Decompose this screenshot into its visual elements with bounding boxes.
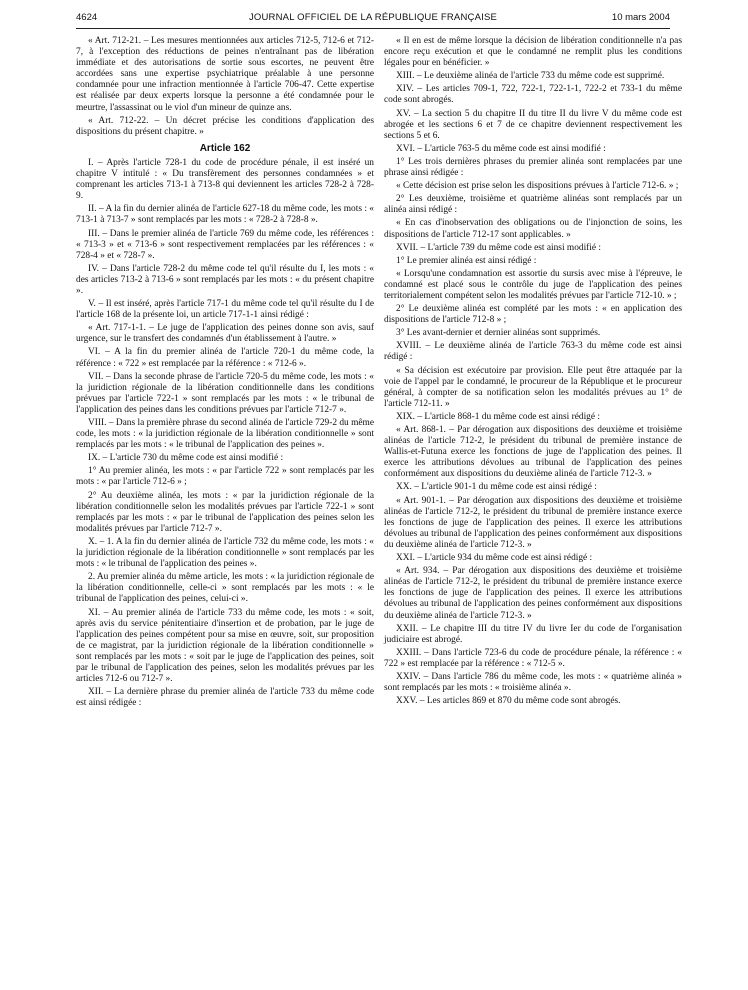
paragraph: « En cas d'inobservation des obligations ou de l'injonction de soins, les dispositions de l'article 712-17 sont applicables. » bbox=[384, 218, 682, 240]
paragraph: 2° Le deuxième alinéa est complété par les mots : « en application des dispositions de l'article 712-8 » ; bbox=[384, 304, 682, 326]
paragraph: XIII. – Le deuxième alinéa de l'article 733 du même code est supprimé. bbox=[396, 71, 665, 82]
paragraph: « Art. 868-1. – Par dérogation aux dispositions des deuxième et troisième alinéas de l'article 712-2, le président du tribunal de première instance de Wallis-et-Futuna exerce les fonctions de juge de l'application des peines. Il exerce les attributions dévolues au tribunal de l'application des peines conformément aux dispositions du deuxième alinéa de l'article 712-3. » bbox=[384, 425, 682, 480]
right-column bbox=[384, 36, 682, 709]
paragraph: « Sa décision est exécutoire par provision. Elle peut être attaquée par la voie de l'appel par le condamné, le procureur de la République et le procureur général, à compter de sa notification selon les modalités prévues au 1° de l'article 712-11. » bbox=[384, 365, 682, 409]
paragraph: 3° Les avant-dernier et dernier alinéas sont supprimés. bbox=[396, 328, 601, 339]
paragraph: XXII. – Le chapitre III du titre IV du livre Ier du code de l'organisation judiciaire est abrogé. bbox=[384, 623, 682, 645]
paragraph: XII. – La dernière phrase du premier alinéa de l'article 733 du même code est ainsi rédigée : bbox=[76, 687, 374, 709]
paragraph: 1° Le premier alinéa est ainsi rédigé : bbox=[396, 255, 537, 266]
paragraph: « Art. 712-22. – Un décret précise les conditions d'application des dispositions du présent chapitre. » bbox=[76, 115, 374, 137]
paragraph: « Cette décision est prise selon les dispositions prévues à l'article 712-6. » ; bbox=[396, 181, 679, 192]
paragraph: XX. – L'article 901-1 du même code est ainsi rédigé : bbox=[396, 482, 597, 493]
paragraph: XVIII. – Le deuxième alinéa de l'article 763-3 du même code est ainsi rédigé : bbox=[384, 341, 682, 363]
paragraph: VIII. – Dans la première phrase du second alinéa de l'article 729-2 du même code, les mots : « la juridiction régionale de la libération conditionnelle » sont remplacés par les mots : « le tribunal de l'application des peines ». bbox=[76, 418, 374, 451]
article-heading: Article 162 bbox=[199, 142, 251, 154]
left-column bbox=[76, 36, 374, 711]
left-intro-paragraphs bbox=[76, 36, 374, 138]
paragraph: XXI. – L'article 934 du même code est ainsi rédigé : bbox=[396, 553, 593, 564]
paragraph: VII. – Dans la seconde phrase de l'article 720-5 du même code, les mots : « la juridiction régionale de la libération conditionnelle dans les conditions prévues par l'article 722-1 » sont remplacés par les mots : « le tribunal de l'application des peines dans les conditions prévues par l'article 712-7 ». bbox=[76, 371, 374, 415]
paragraph: XVI. – L'article 763-5 du même code est ainsi modifié : bbox=[396, 143, 606, 154]
paragraph: XVII. – L'article 739 du même code est ainsi modifié : bbox=[396, 242, 602, 253]
paragraph: VI. – A la fin du premier alinéa de l'article 720-1 du même code, la référence : « 722 » est remplacée par la référence : « 712-6 ». bbox=[76, 347, 374, 369]
issue-date: 10 mars 2004 bbox=[611, 12, 670, 23]
left-article-paragraphs bbox=[76, 158, 374, 709]
paragraph: 2. Au premier alinéa du même article, les mots : « la juridiction régionale de la libération conditionnelle, celle-ci » sont remplacés par les mots : « le tribunal de l'application des peines, celui-ci ». bbox=[76, 572, 374, 605]
paragraph: XXIV. – Dans l'article 786 du même code, les mots : « quatrième alinéa » sont remplacés par les mots : « troisième alinéa ». bbox=[384, 671, 682, 694]
journal-title: JOURNAL OFFICIEL DE LA RÉPUBLIQUE FRANÇAISE bbox=[248, 12, 498, 23]
paragraph: « Art. 717-1-1. – Le juge de l'application des peines donne son avis, sauf urgence, sur le transfert des condamnés d'un établissement à l'autre. » bbox=[76, 323, 374, 345]
paragraph: I. – Après l'article 728-1 du code de procédure pénale, il est inséré un chapitre V intitulé : « Du transfèrement des personnes condamnées » et comprenant les articles 713-1 à 713-8 qui deviennent les articles 728-2 à 728-9. bbox=[76, 157, 374, 202]
paragraph: XIV. – Les articles 709-1, 722, 722-1, 722-1-1, 722-2 et 733-1 du même code sont abrogés. bbox=[384, 84, 682, 106]
paragraph: III. – Dans le premier alinéa de l'article 769 du même code, les références : « 713-3 » et « 713-6 » sont respectivement remplacées par les références : « 728-4 » et « 728-7 ». bbox=[76, 228, 374, 261]
page-number: 4624 bbox=[76, 12, 98, 23]
paragraph: II. – A la fin du dernier alinéa de l'article 627-18 du même code, les mots : « 713-1 à 713-7 » sont remplacés par les mots : « 728-2 à 728-8 ». bbox=[76, 204, 374, 226]
paragraph: XI. – Au premier alinéa de l'article 733 du même code, les mots : « soit, après avis du service pénitentiaire d'insertion et de probation, par le juge de l'application des peines compétent pour sa mise en œuvre, soit, sur proposition de ce magistrat, par la juridiction régionale de la libération conditionnelle » sont remplacés par les mots : « soit par le juge de l'application des peines, soit par le tribunal de l'application des peines, selon les modalités prévues par les articles 712-6 ou 712-7 ». bbox=[76, 607, 374, 685]
paragraph: « Art. 712-21. – Les mesures mentionnées aux articles 712-5, 712-6 et 712-7, à l'exception des réductions de peines n'entraînant pas de libération immédiate et des autorisations de sortie sous escortes, ne peuvent être accordées sans une expertise psychiatrique préalable à une personne condamnée pour une infraction mentionnée à l'article 706-47. Cette expertise est réalisée par deux experts lorsque la personne a été condamnée pour le meurtre, l'assassinat ou le viol d'un mineur de quinze ans. bbox=[76, 36, 374, 113]
paragraph: V. – Il est inséré, après l'article 717-1 du même code tel qu'il résulte du I de l'article 168 de la présente loi, un article 717-1-1 ainsi rédigé : bbox=[76, 299, 374, 321]
paragraph: XV. – La section 5 du chapitre II du titre II du livre V du même code est abrogée et les sections 6 et 7 de ce chapitre deviennent respectivement les sections 5 et 6. bbox=[384, 108, 682, 141]
paragraph: X. – 1. A la fin du dernier alinéa de l'article 732 du même code, les mots : « la juridiction régionale de la libération conditionnelle » sont remplacés par les mots : « le tribunal de l'application des peines ». bbox=[76, 536, 374, 570]
paragraph: « Lorsqu'une condamnation est assortie du sursis avec mise à l'épreuve, le condamné est placé sous le contrôle du juge de l'application des peines territorialement compétent selon les modalités prévues par l'article 712-10. » ; bbox=[384, 268, 682, 301]
paragraph: XXIII. – Dans l'article 723-6 du code de procédure pénale, la référence : « 722 » est remplacée par la référence : « 712-5 ». bbox=[384, 647, 682, 669]
paragraph: 1° Les trois dernières phrases du premier alinéa sont remplacées par une phrase ainsi rédigée : bbox=[384, 156, 682, 179]
paragraph: 1° Au premier alinéa, les mots : « par l'article 722 » sont remplacés par les mots : « par l'article 712-6 » ; bbox=[76, 466, 374, 488]
paragraph: « Art. 934. – Par dérogation aux dispositions des deuxième et troisième alinéas de l'article 712-2, le président du tribunal de première instance exerce les fonctions de juge de l'application des peines. Il exerce les attributions dévolues au tribunal de l'application des peines conformément aux dispositions du deuxième alinéa de l'article 712-3. » bbox=[384, 566, 682, 621]
paragraph: XXV. – Les articles 869 et 870 du même code sont abrogés. bbox=[396, 696, 621, 707]
paragraph: « Il en est de même lorsque la décision de libération conditionnelle n'a pas encore reçu exécution et que le condamné ne remplit plus les conditions légales pour en bénéficier. » bbox=[384, 36, 682, 69]
header-rule bbox=[76, 28, 670, 29]
paragraph: 2° Au deuxième alinéa, les mots : « par la juridiction régionale de la libération conditionnelle selon les modalités prévues par l'article 722-1 » sont remplacés par les mots : « par le tribunal de l'application des peines selon les modalités prévues par l'article 712-7 ». bbox=[76, 490, 374, 534]
paragraph: XIX. – L'article 868-1 du même code est ainsi rédigé : bbox=[396, 411, 600, 422]
paragraph: IV. – Dans l'article 728-2 du même code tel qu'il résulte du I, les mots : « des articles 713-2 à 713-6 » sont remplacés par les mots : « du présent chapitre ». bbox=[76, 263, 374, 296]
paragraph: 2° Les deuxième, troisième et quatrième alinéas sont remplacés par un alinéa ainsi rédigé : bbox=[384, 194, 682, 216]
paragraph: « Art. 901-1. – Par dérogation aux dispositions des deuxième et troisième alinéas de l'article 712-2, le président du tribunal de première instance exerce les fonctions de juge de l'application des peines. Il exerce les attributions dévolues au tribunal de l'application des peines conformément aux dispositions du deuxième alinéa de l'article 712-3. » bbox=[384, 495, 682, 550]
paragraph: IX. – L'article 730 du même code est ainsi modifié : bbox=[88, 453, 284, 464]
